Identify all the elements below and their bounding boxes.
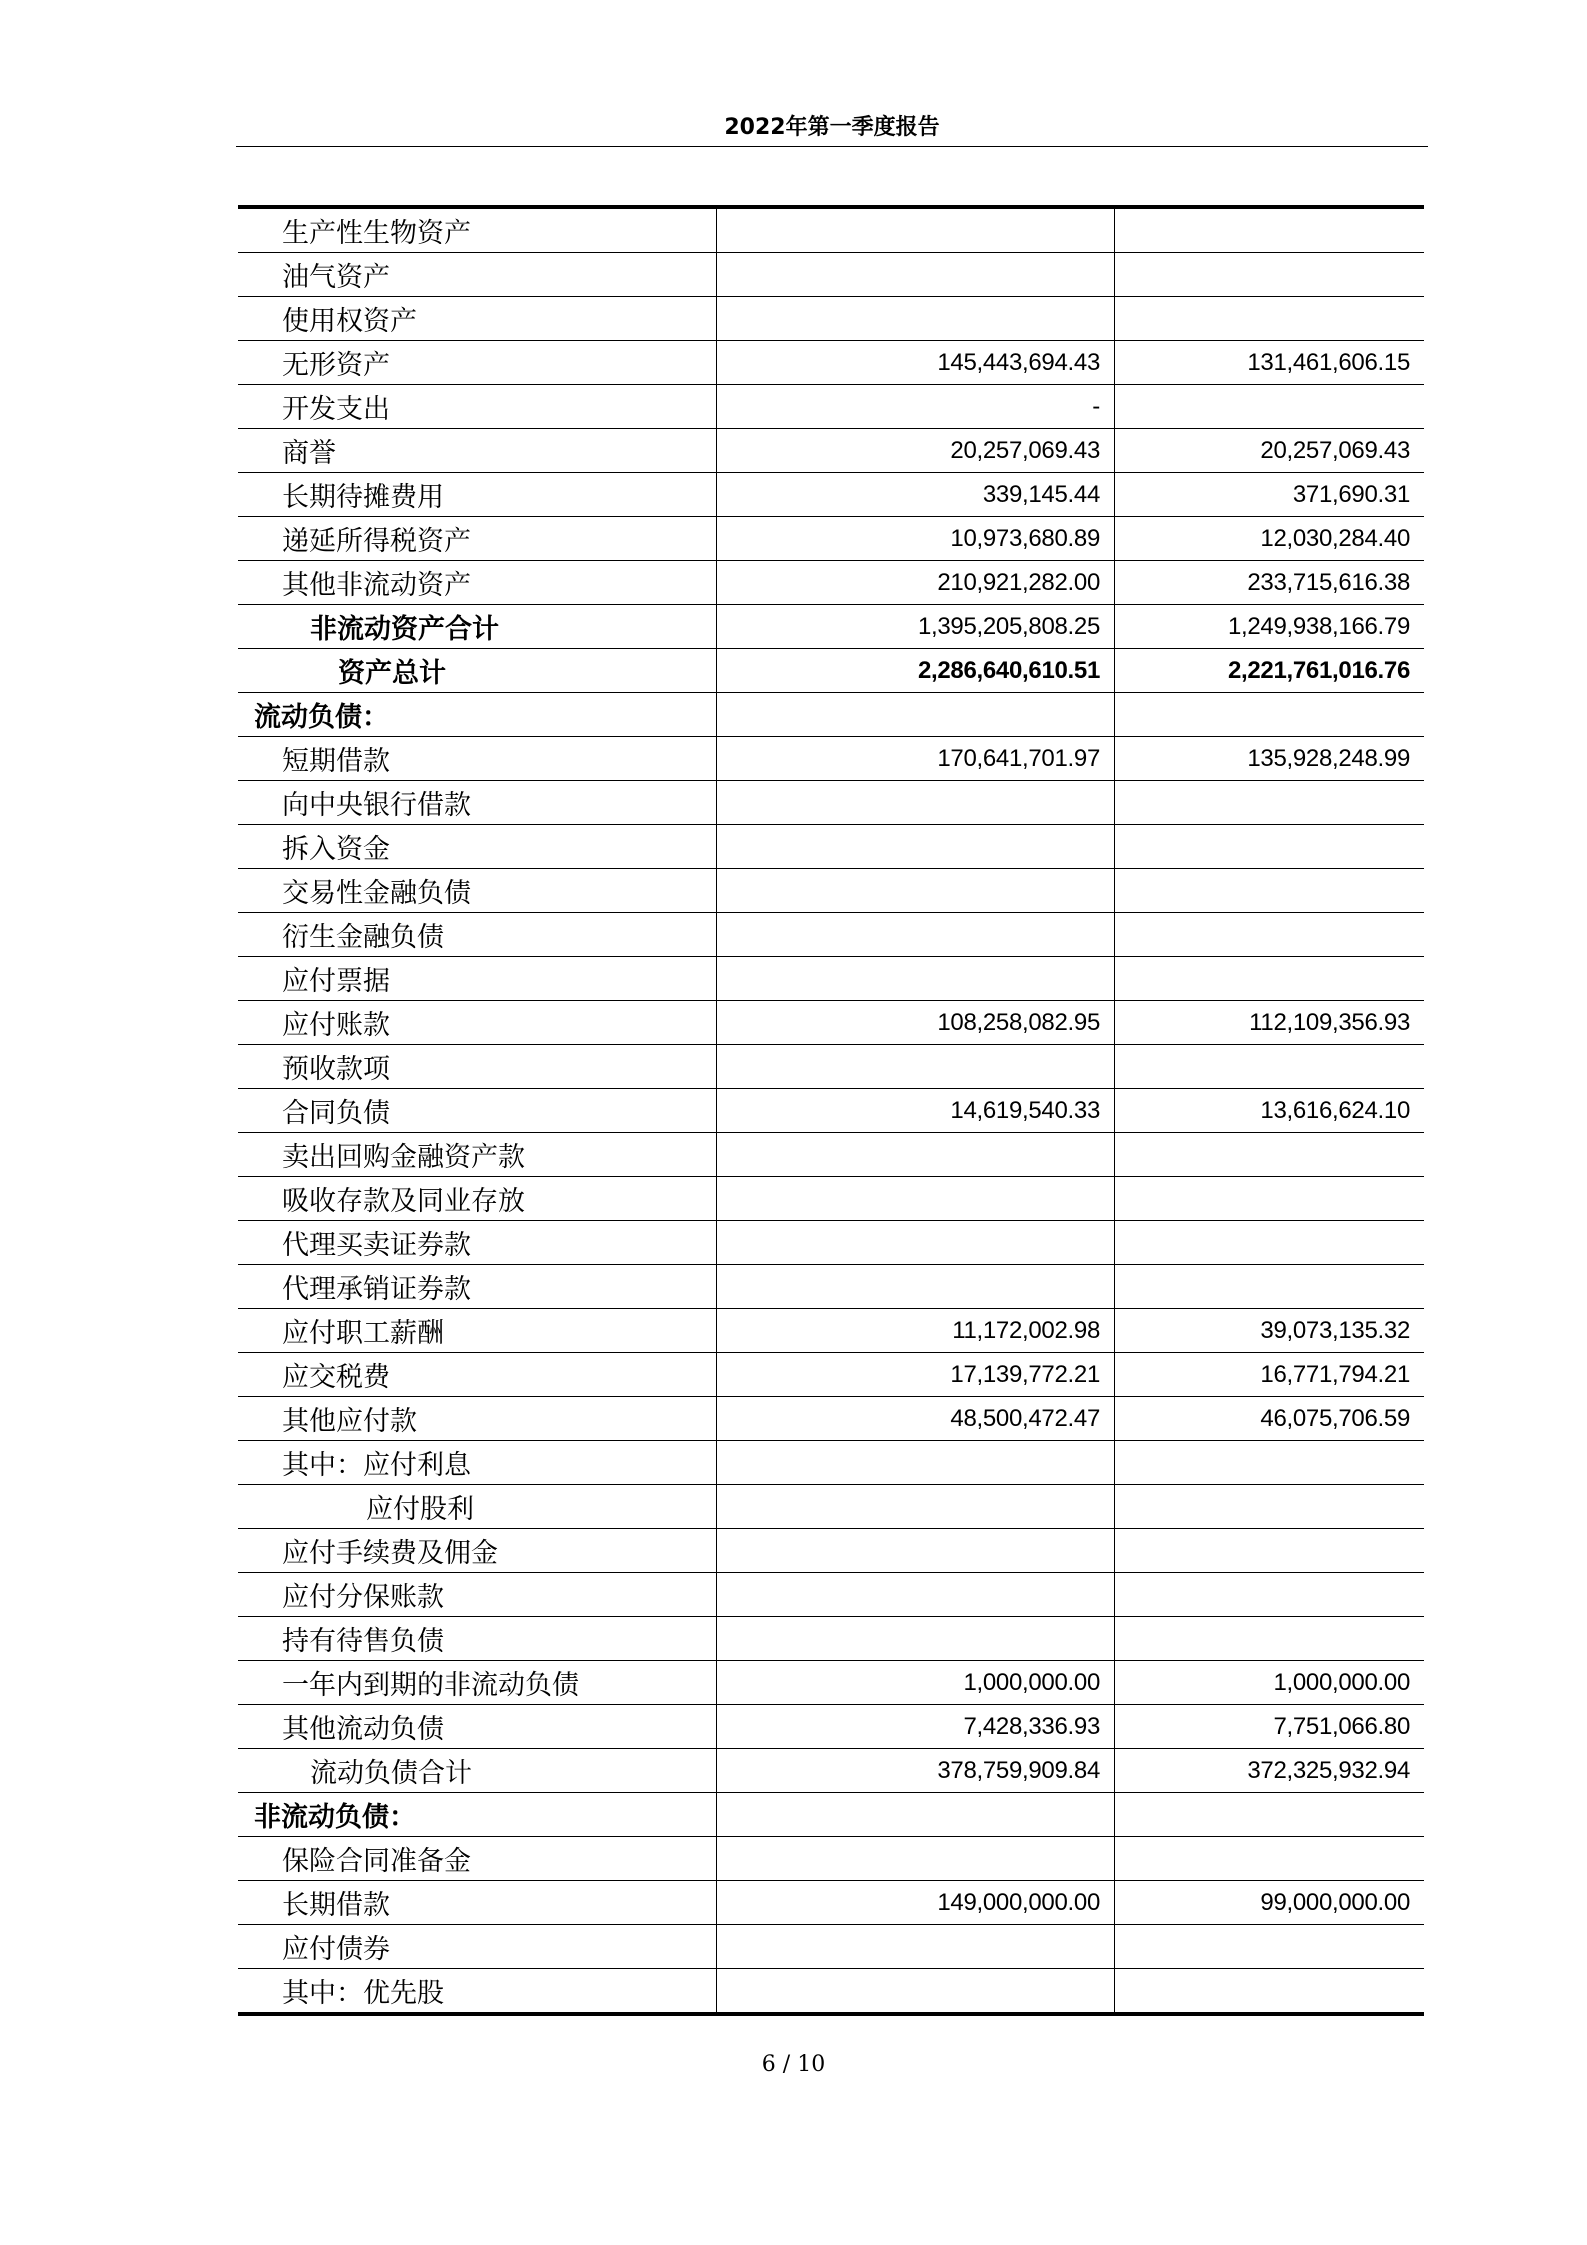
row-label: 开发支出	[238, 385, 717, 429]
table-row	[238, 385, 1424, 429]
row-label: 卖出回购金融资产款	[238, 1133, 717, 1177]
current-period-value	[717, 869, 1115, 913]
row-label: 商誉	[238, 429, 717, 473]
current-period-value: 20,257,069.43	[717, 429, 1115, 473]
prior-period-value	[1115, 385, 1425, 429]
row-label: 应付账款	[238, 1001, 717, 1045]
current-period-value	[717, 297, 1115, 341]
table-row	[238, 781, 1424, 825]
table-row	[238, 297, 1424, 341]
row-label: 应付票据	[238, 957, 717, 1001]
prior-period-value	[1115, 1837, 1425, 1881]
prior-period-value	[1115, 781, 1425, 825]
prior-period-value: 46,075,706.59	[1115, 1397, 1425, 1441]
prior-period-value: 13,616,624.10	[1115, 1089, 1425, 1133]
prior-period-value	[1115, 869, 1425, 913]
table-row	[238, 1089, 1424, 1133]
prior-period-value	[1115, 1221, 1425, 1265]
table-row	[238, 1881, 1424, 1925]
row-label: 油气资产	[238, 253, 717, 297]
table-row	[238, 1661, 1424, 1705]
row-label: 应交税费	[238, 1353, 717, 1397]
current-period-value: -	[717, 385, 1115, 429]
table-row	[238, 869, 1424, 913]
table-section-header	[238, 693, 1424, 737]
prior-period-value: 372,325,932.94	[1115, 1749, 1425, 1793]
current-period-value	[717, 253, 1115, 297]
current-period-value: 1,395,205,808.25	[717, 605, 1115, 649]
page-number: 6 / 10	[761, 2052, 826, 2077]
current-period-value	[717, 781, 1115, 825]
prior-period-value: 233,715,616.38	[1115, 561, 1425, 605]
current-period-value	[717, 957, 1115, 1001]
table-row	[238, 1837, 1424, 1881]
current-period-value: 170,641,701.97	[717, 737, 1115, 781]
section-label: 非流动负债：	[238, 1793, 717, 1837]
table-row	[238, 1309, 1424, 1353]
current-period-value: 1,000,000.00	[717, 1661, 1115, 1705]
current-period-value: 17,139,772.21	[717, 1353, 1115, 1397]
row-label: 递延所得税资产	[238, 517, 717, 561]
row-label: 应付职工薪酬	[238, 1309, 717, 1353]
table-row	[238, 1397, 1424, 1441]
table-row	[238, 1265, 1424, 1309]
row-label: 无形资产	[238, 341, 717, 385]
current-period-value: 48,500,472.47	[717, 1397, 1115, 1441]
prior-period-value: 20,257,069.43	[1115, 429, 1425, 473]
prior-period-value	[1115, 1045, 1425, 1089]
table-row	[238, 1573, 1424, 1617]
table-row	[238, 825, 1424, 869]
current-period-value: 11,172,002.98	[717, 1309, 1115, 1353]
row-label: 其他流动负债	[238, 1705, 717, 1749]
row-label: 一年内到期的非流动负债	[238, 1661, 717, 1705]
row-label: 应付股利	[238, 1485, 717, 1529]
row-label: 向中央银行借款	[238, 781, 717, 825]
table-row	[238, 1001, 1424, 1045]
current-period-value: 7,428,336.93	[717, 1705, 1115, 1749]
row-label: 长期借款	[238, 1881, 717, 1925]
row-label: 其他应付款	[238, 1397, 717, 1441]
row-label: 应付分保账款	[238, 1573, 717, 1617]
table-row	[238, 1221, 1424, 1265]
row-label: 非流动资产合计	[238, 605, 717, 649]
table-row	[238, 1485, 1424, 1529]
current-period-value	[717, 207, 1115, 253]
row-label: 保险合同准备金	[238, 1837, 717, 1881]
table-row	[238, 1969, 1424, 2015]
table-row	[238, 737, 1424, 781]
row-label: 其他非流动资产	[238, 561, 717, 605]
current-period-value	[717, 1133, 1115, 1177]
row-label: 吸收存款及同业存放	[238, 1177, 717, 1221]
prior-period-value	[1115, 1573, 1425, 1617]
row-label: 资产总计	[238, 649, 717, 693]
row-label: 代理承销证券款	[238, 1265, 717, 1309]
current-period-value	[717, 1485, 1115, 1529]
prior-period-value: 371,690.31	[1115, 473, 1425, 517]
prior-period-value	[1115, 297, 1425, 341]
prior-period-value: 7,751,066.80	[1115, 1705, 1425, 1749]
row-label: 代理买卖证券款	[238, 1221, 717, 1265]
current-period-value	[717, 1177, 1115, 1221]
current-period-value	[717, 1925, 1115, 1969]
current-period-value: 14,619,540.33	[717, 1089, 1115, 1133]
prior-period-value	[1115, 1133, 1425, 1177]
prior-period-value	[1115, 693, 1425, 737]
current-period-value: 149,000,000.00	[717, 1881, 1115, 1925]
row-label: 应付债券	[238, 1925, 717, 1969]
current-period-value	[717, 1045, 1115, 1089]
table-row	[238, 207, 1424, 253]
table-row	[238, 1705, 1424, 1749]
prior-period-value: 16,771,794.21	[1115, 1353, 1425, 1397]
row-label: 衍生金融负债	[238, 913, 717, 957]
current-period-value: 339,145.44	[717, 473, 1115, 517]
prior-period-value: 99,000,000.00	[1115, 1881, 1425, 1925]
current-period-value	[717, 693, 1115, 737]
table-row	[238, 913, 1424, 957]
current-period-value: 145,443,694.43	[717, 341, 1115, 385]
prior-period-value: 112,109,356.93	[1115, 1001, 1425, 1045]
prior-period-value	[1115, 1529, 1425, 1573]
current-period-value: 378,759,909.84	[717, 1749, 1115, 1793]
prior-period-value: 1,249,938,166.79	[1115, 605, 1425, 649]
table-row	[238, 429, 1424, 473]
table-row	[238, 561, 1424, 605]
prior-period-value	[1115, 1265, 1425, 1309]
prior-period-value	[1115, 207, 1425, 253]
current-period-value: 108,258,082.95	[717, 1001, 1115, 1045]
row-label: 预收款项	[238, 1045, 717, 1089]
current-period-value	[717, 1969, 1115, 2015]
row-label: 短期借款	[238, 737, 717, 781]
current-period-value	[717, 825, 1115, 869]
table-row	[238, 957, 1424, 1001]
row-label: 使用权资产	[238, 297, 717, 341]
prior-period-value	[1115, 253, 1425, 297]
table-row	[238, 473, 1424, 517]
table-row	[238, 1617, 1424, 1661]
prior-period-value	[1115, 1925, 1425, 1969]
current-period-value	[717, 1617, 1115, 1661]
prior-period-value	[1115, 1485, 1425, 1529]
current-period-value	[717, 1265, 1115, 1309]
table-row	[238, 253, 1424, 297]
current-period-value	[717, 1573, 1115, 1617]
current-period-value	[717, 1837, 1115, 1881]
current-period-value	[717, 1441, 1115, 1485]
current-period-value	[717, 1529, 1115, 1573]
table-row	[238, 1353, 1424, 1397]
table-section-header	[238, 1793, 1424, 1837]
table-row-subtotal	[238, 1749, 1424, 1793]
prior-period-value	[1115, 1617, 1425, 1661]
current-period-value	[717, 1793, 1115, 1837]
row-label: 生产性生物资产	[238, 207, 717, 253]
table-row	[238, 1177, 1424, 1221]
current-period-value: 210,921,282.00	[717, 561, 1115, 605]
table-row	[238, 1441, 1424, 1485]
row-label: 长期待摊费用	[238, 473, 717, 517]
current-period-value	[717, 1221, 1115, 1265]
row-label: 拆入资金	[238, 825, 717, 869]
prior-period-value: 39,073,135.32	[1115, 1309, 1425, 1353]
current-period-value: 2,286,640,610.51	[717, 649, 1115, 693]
prior-period-value: 2,221,761,016.76	[1115, 649, 1425, 693]
prior-period-value	[1115, 957, 1425, 1001]
balance-sheet-table	[238, 205, 1424, 2016]
row-label: 流动负债合计	[238, 1749, 717, 1793]
row-label: 其中：应付利息	[238, 1441, 717, 1485]
table-row-subtotal	[238, 605, 1424, 649]
row-label: 应付手续费及佣金	[238, 1529, 717, 1573]
table-row	[238, 1529, 1424, 1573]
prior-period-value: 1,000,000.00	[1115, 1661, 1425, 1705]
row-label: 持有待售负债	[238, 1617, 717, 1661]
prior-period-value	[1115, 1441, 1425, 1485]
prior-period-value	[1115, 1969, 1425, 2015]
prior-period-value	[1115, 825, 1425, 869]
table-row	[238, 341, 1424, 385]
table-row	[238, 517, 1424, 561]
current-period-value: 10,973,680.89	[717, 517, 1115, 561]
section-label: 流动负债：	[238, 693, 717, 737]
prior-period-value	[1115, 1177, 1425, 1221]
table-row-total	[238, 649, 1424, 693]
prior-period-value: 135,928,248.99	[1115, 737, 1425, 781]
row-label: 合同负债	[238, 1089, 717, 1133]
prior-period-value	[1115, 1793, 1425, 1837]
row-label: 交易性金融负债	[238, 869, 717, 913]
prior-period-value: 12,030,284.40	[1115, 517, 1425, 561]
prior-period-value	[1115, 913, 1425, 957]
table-row	[238, 1133, 1424, 1177]
table-row	[238, 1045, 1424, 1089]
prior-period-value: 131,461,606.15	[1115, 341, 1425, 385]
current-period-value	[717, 913, 1115, 957]
row-label: 其中：优先股	[238, 1969, 717, 2015]
report-header-title: 2022年第一季度报告	[724, 115, 940, 140]
header-divider	[236, 146, 1428, 147]
table-row	[238, 1925, 1424, 1969]
